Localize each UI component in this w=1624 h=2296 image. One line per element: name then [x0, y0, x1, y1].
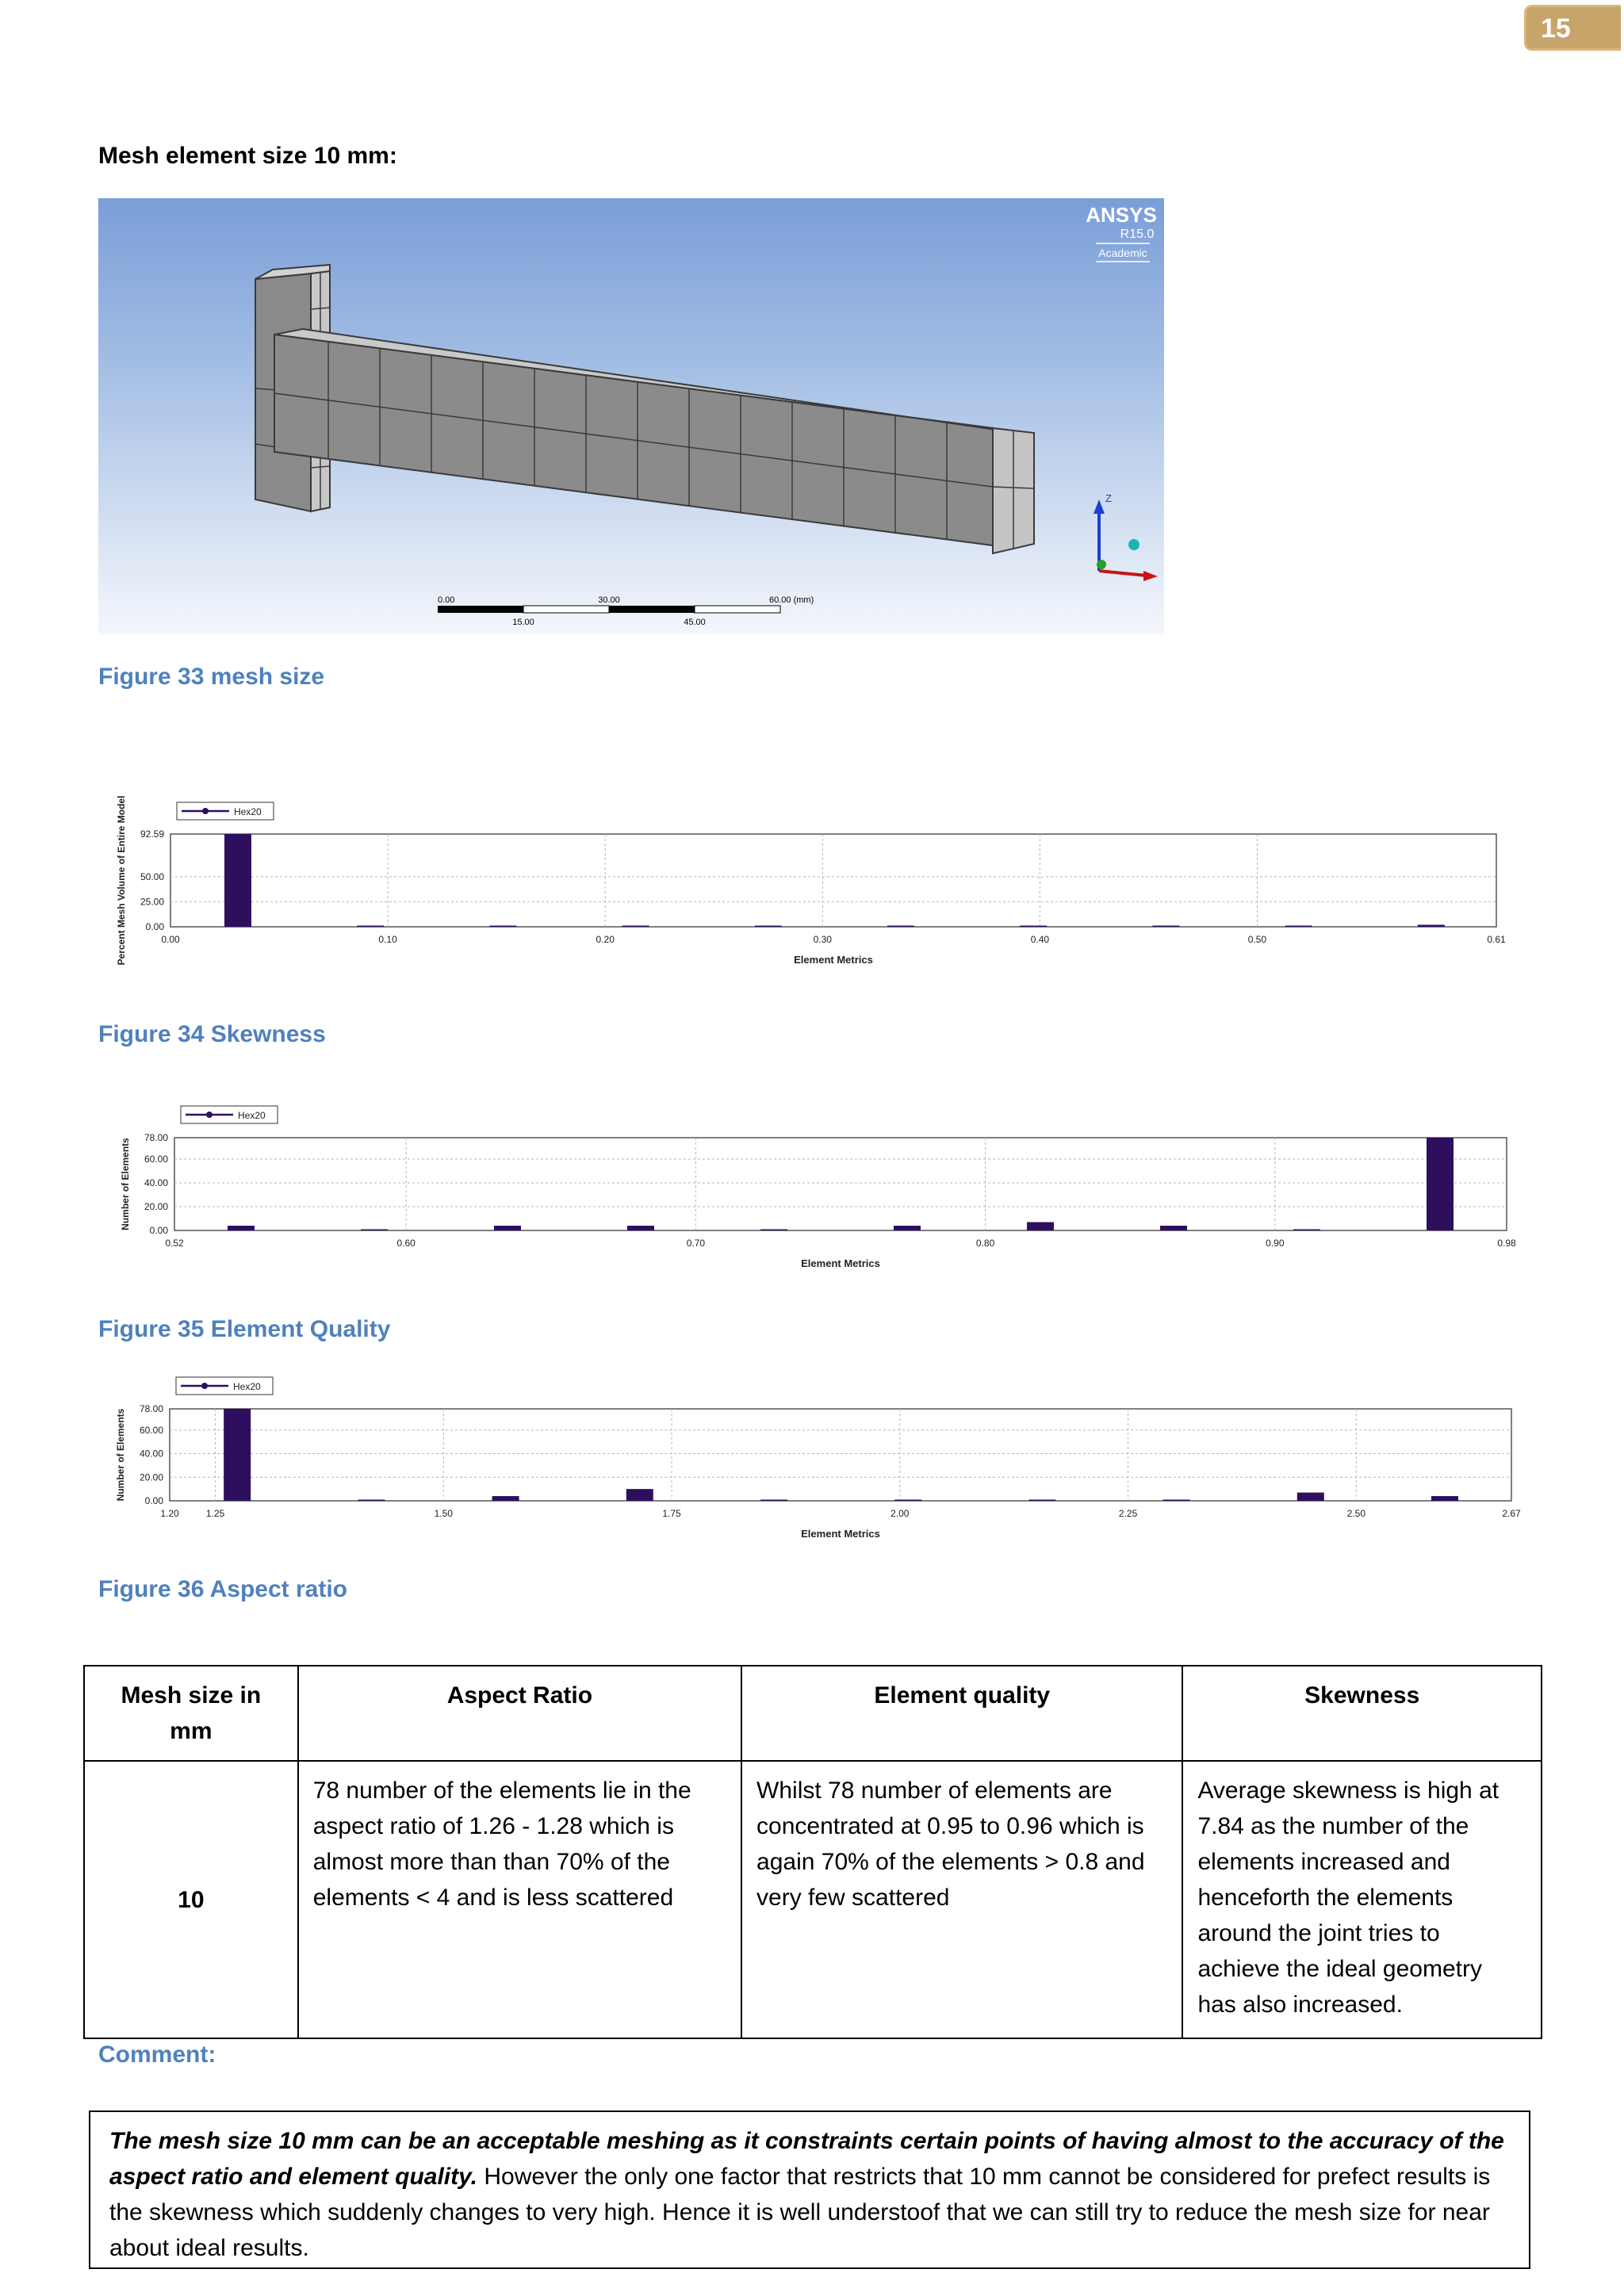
figure-caption: Figure 34 Skewness	[98, 1021, 326, 1047]
x-axis-label: Element Metrics	[794, 954, 873, 966]
chart-bar	[755, 926, 782, 928]
x-tick-label: 0.61	[1487, 934, 1506, 945]
x-tick-label: 2.67	[1502, 1508, 1521, 1519]
ansys-version: R15.0	[1120, 228, 1155, 241]
x-tick-label: 2.50	[1346, 1508, 1366, 1519]
mesh-results-table	[83, 1665, 1542, 2039]
chart-bar	[1293, 1230, 1320, 1231]
y-tick-label: 60.00	[139, 1424, 163, 1436]
chart-bar	[1152, 926, 1179, 928]
plot-area	[170, 1409, 1511, 1501]
x-tick-label: 2.00	[891, 1508, 910, 1519]
x-tick-label: 0.70	[686, 1238, 706, 1249]
table-row	[84, 1761, 1542, 2038]
comment-label: Comment:	[98, 2042, 216, 2068]
table-header-row	[84, 1666, 1542, 1761]
ansys-render-panel	[98, 198, 1164, 634]
legend-label: Hex20	[234, 806, 262, 817]
scale-label: 30.00	[598, 595, 620, 605]
scale-label: 60.00 (mm)	[769, 595, 814, 605]
element-quality-chart	[111, 1094, 1522, 1284]
scale-bar	[438, 595, 814, 627]
y-tick-label: 25.00	[140, 896, 164, 908]
y-tick-label: 0.00	[144, 1495, 163, 1506]
aspect-ratio-chart	[103, 1364, 1530, 1554]
x-tick-label: 1.50	[434, 1508, 453, 1519]
chart-bar	[1431, 1496, 1458, 1501]
chart-bar	[1418, 924, 1445, 927]
x-tick-label: 1.20	[160, 1508, 179, 1519]
scale-label: 0.00	[438, 595, 455, 605]
table-header: Mesh size in mm	[84, 1666, 298, 1761]
table-cell-mesh-size: 10	[84, 1761, 298, 2038]
chart-bar	[224, 834, 251, 927]
x-tick-label: 0.90	[1266, 1238, 1285, 1249]
chart-bar	[1297, 1493, 1324, 1501]
x-tick-label: 0.52	[165, 1238, 184, 1249]
x-axis-label: Element Metrics	[801, 1257, 880, 1269]
scale-label: 45.00	[684, 618, 706, 627]
x-tick-label: 0.40	[1030, 934, 1050, 945]
chart-bar	[626, 1489, 653, 1501]
x-tick-label: 0.20	[596, 934, 615, 945]
table-cell-skewness: Average skewness is high at 7.84 as the number of the elements increased and henceforth the elements around the joint tries to achieve the ideal geometry has also increased.	[1182, 1761, 1542, 2038]
ansys-edition: Academic	[1098, 247, 1147, 259]
y-axis-label: Number of Elements	[120, 1138, 131, 1230]
chart-bar	[358, 1500, 385, 1502]
x-tick-label: 0.00	[161, 934, 180, 945]
table-header: Element quality	[741, 1666, 1182, 1761]
chart-bar	[894, 1226, 921, 1230]
scale-label: 15.00	[512, 618, 534, 627]
plot-area	[174, 1138, 1507, 1230]
chart-bar	[627, 1226, 654, 1230]
y-tick-label: 40.00	[139, 1448, 163, 1460]
comment-emphasis: The mesh size 10 mm can be an acceptable meshing as it constraints certain points of having almost to the accuracy of the aspect ratio and element quality.	[109, 2128, 1504, 2190]
chart-bar	[760, 1230, 787, 1231]
chart-bar	[760, 1500, 787, 1502]
chart-bar	[361, 1230, 388, 1231]
chart-bar	[1027, 1223, 1054, 1231]
chart-bar	[494, 1226, 521, 1230]
chart-bar	[1028, 1500, 1055, 1502]
x-tick-label: 2.25	[1118, 1508, 1138, 1519]
table-cell-element-quality: Whilst 78 number of elements are concentrated at 0.95 to 0.96 which is again 70% of the elements > 0.8 and very few scattered	[741, 1761, 1182, 2038]
figure-caption: Figure 36 Aspect ratio	[98, 1576, 347, 1602]
legend-marker	[206, 1112, 213, 1118]
legend-marker	[202, 808, 209, 814]
skewness-chart	[103, 793, 1522, 987]
axis-triad	[1094, 492, 1158, 581]
legend-label: Hex20	[238, 1110, 266, 1121]
plot-area	[170, 834, 1496, 927]
chart-bar	[894, 1500, 921, 1502]
x-axis-label: Element Metrics	[801, 1528, 880, 1540]
chart-bar	[489, 926, 516, 928]
x-tick-label: 0.50	[1247, 934, 1267, 945]
page-number-badge	[1524, 5, 1621, 51]
chart-bar	[357, 926, 384, 928]
comment-text: However the only one factor that restricts that 10 mm cannot be considered for prefect results is the skewness which suddenly changes to very high. Hence it is well understoof that we can still try to reduce the mesh size for near about ideal results.	[109, 2164, 1491, 2261]
chart-bar	[224, 1409, 251, 1501]
chart-bar	[1160, 1226, 1187, 1230]
y-tick-label: 0.00	[149, 1225, 168, 1236]
chart-bar	[1163, 1500, 1190, 1502]
legend-marker	[201, 1383, 208, 1389]
mesh-geometry-view	[98, 198, 1164, 634]
x-tick-label: 1.75	[662, 1508, 681, 1519]
table-header: Skewness	[1182, 1666, 1542, 1761]
x-tick-label: 0.98	[1497, 1238, 1516, 1249]
y-axis-label: Percent Mesh Volume of Entire Model	[116, 795, 127, 966]
y-tick-label: 78.00	[144, 1132, 168, 1143]
y-tick-label: 40.00	[144, 1177, 168, 1188]
ansys-logo: ANSYS	[1086, 203, 1157, 227]
x-tick-label: 0.10	[378, 934, 397, 945]
table-header: Aspect Ratio	[298, 1666, 741, 1761]
chart-bar	[1285, 926, 1312, 928]
y-tick-label: 50.00	[140, 871, 164, 882]
legend-label: Hex20	[233, 1381, 261, 1392]
x-tick-label: 0.60	[396, 1238, 416, 1249]
y-axis-label: Number of Elements	[115, 1408, 126, 1502]
chart-bar	[1020, 926, 1047, 928]
y-tick-label: 78.00	[139, 1403, 163, 1414]
x-tick-label: 1.25	[205, 1508, 225, 1519]
y-tick-label: 20.00	[139, 1471, 163, 1483]
chart-bar	[228, 1226, 255, 1230]
y-tick-label: 0.00	[145, 921, 164, 932]
table-cell-aspect-ratio: 78 number of the elements lie in the aspect ratio of 1.26 - 1.28 which is almost more than than 70% of the elements < 4 and is less scattered	[298, 1761, 741, 2038]
y-tick-label: 60.00	[144, 1154, 168, 1165]
chart-bar	[887, 926, 914, 928]
figure-caption: Figure 33 mesh size	[98, 664, 325, 690]
page-number: 15	[1541, 13, 1571, 44]
y-tick-label: 20.00	[144, 1201, 168, 1212]
chart-bar	[1427, 1138, 1454, 1230]
y-tick-label: 92.59	[140, 828, 164, 840]
x-tick-label: 0.30	[813, 934, 832, 945]
chart-bar	[492, 1496, 519, 1501]
figure-caption: Figure 35 Element Quality	[98, 1316, 391, 1342]
comment-box	[89, 2110, 1530, 2269]
axis-label-z: Z	[1105, 492, 1112, 504]
section-heading: Mesh element size 10 mm:	[98, 143, 397, 169]
x-tick-label: 0.80	[975, 1238, 995, 1249]
chart-bar	[622, 926, 649, 928]
